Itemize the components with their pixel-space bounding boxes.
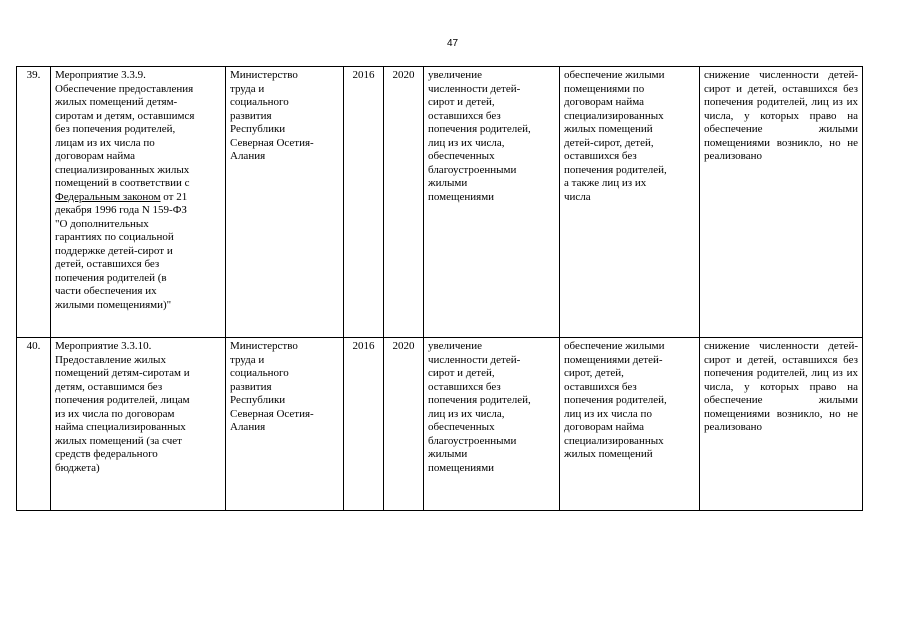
executor-cell: Министерство труда и социального развития Республики Северная Осетия- Алания [226, 338, 344, 511]
measure-text: Мероприятие 3.3.9. Обеспечение предоставления жилых помещений детям- сиротам и детям, оставшимся без попечения родителей, лицам из их числа по договорам найма специализированных жилых помещений в соответствии с [55, 69, 195, 189]
end-year-cell: 2020 [384, 338, 424, 511]
measure-cell: Мероприятие 3.3.10. Предоставление жилых помещений детям-сиротам и детям, оставшимся без попечения родителей, лицам из их числа по договорам найма специализированных жилых помещений (за счет средств федерального бюджета) [51, 338, 226, 511]
start-year-cell: 2016 [344, 338, 384, 511]
table-row [17, 338, 863, 511]
executor-cell: Министерство труда и социального развития Республики Северная Осетия- Алания [226, 67, 344, 338]
result-cell: увеличение численности детей- сирот и детей, оставшихся без попечения родителей, лиц из их числа, обеспеченных благоустроенными жилыми помещениями [424, 338, 560, 511]
row-number: 40. [17, 338, 51, 511]
table-row [17, 67, 863, 338]
consequence-cell: снижение численности детей-сирот и детей, оставшихся без попечения родителей, лиц из их числа, у которых право на обеспечение жилыми помещениями возникло, но не реализовано [700, 338, 863, 511]
start-year-cell: 2016 [344, 67, 384, 338]
page-number: 47 [446, 38, 459, 49]
consequence-cell: снижение численности детей-сирот и детей, оставшихся без попечения родителей, лиц из их числа, у которых право на обеспечение жилыми помещениями возникло, но не реализовано [700, 67, 863, 338]
measure-cell [51, 67, 226, 338]
federal-law-link[interactable]: Федеральным законом [55, 190, 161, 203]
row-number: 39. [17, 67, 51, 338]
measure-text-continued: от 21 декабря 1996 года N 159-ФЗ "О дополнительных гарантиях по социальной поддержке детей-сирот и детей, оставшихся без попечения родителей (в части обеспечения их жилыми помещениями)" [55, 190, 188, 311]
end-year-cell: 2020 [384, 67, 424, 338]
measures-table [16, 66, 863, 511]
result-cell: увеличение численности детей- сирот и детей, оставшихся без попечения родителей, лиц из их числа, обеспеченных благоустроенными жилыми помещениями [424, 67, 560, 338]
indicator-cell: обеспечение жилыми помещениями детей- сирот, детей, оставшихся без попечения родителей, лиц из их числа по договорам найма специализированных жилых помещений [560, 338, 700, 511]
indicator-cell: обеспечение жилыми помещениями по договорам найма специализированных жилых помещений детей-сирот, детей, оставшихся без попечения родителей, а также лиц из их числа [560, 67, 700, 338]
